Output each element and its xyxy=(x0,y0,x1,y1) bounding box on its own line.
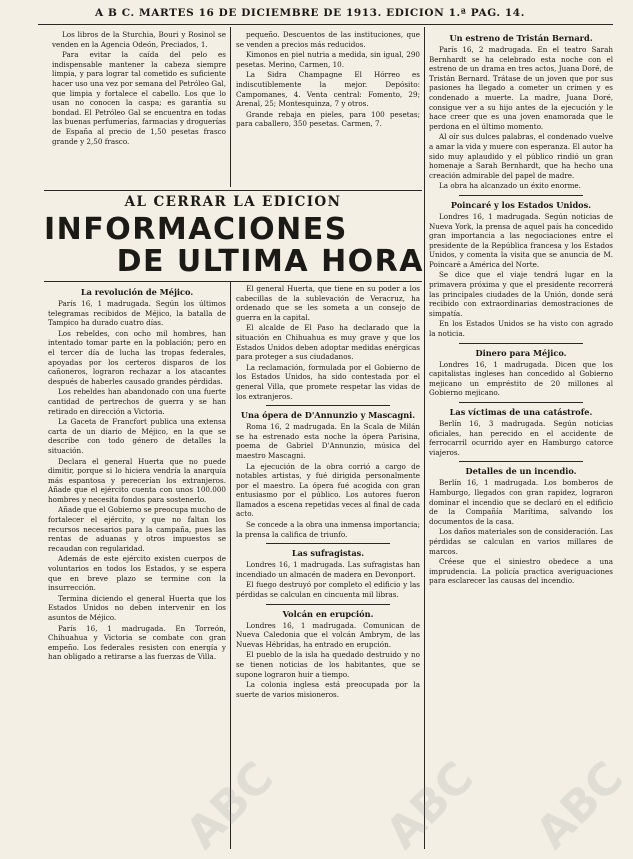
column-rule-bottom-middle xyxy=(230,282,231,849)
article-paragraph: Los daños materiales son de consideración. Las pérdidas se calculan en varios millares de marcos. xyxy=(429,527,613,556)
ad-paragraph: Kimonos en piel nutria a medida, sin igual, 290 pesetas. Merino, Carmen, 10. xyxy=(236,50,420,69)
article-paragraph: Añade que el Gobierno se preocupa mucho de fortalecer el ejército, y que no faltan los recursos necesarios para la campaña, pues las rentas de aduanas y otros impuestos se recaudan con regularidad. xyxy=(48,505,226,553)
banner-rule-top xyxy=(44,190,422,191)
article-paragraph: La colonia inglesa está preocupada por la suerte de varios misioneros. xyxy=(236,680,420,699)
article-paragraph: Londres 16, 1 madrugada. Dicen que los capitalistas ingleses han concedido al Gobierno mejicano un empréstito de 20 millones al Gobierno mejicano. xyxy=(429,359,613,398)
page-header: A B C. MARTES 16 DE DICIEMBRE DE 1913. EDICION 1.ª PAG. 14. xyxy=(95,7,525,19)
article-paragraph: El fuego destruyó por completo el edificio y las pérdidas se calculan en cincuenta mil libras. xyxy=(236,580,420,600)
article-paragraph: Berlín 16, 3 madrugada. Según noticias oficiales, han perecido en el accidente de ferrocarril ocurrido ayer en Hamburgo catorce viajeros. xyxy=(429,419,613,457)
article-separator xyxy=(266,604,390,605)
article-heading: Poincaré y los Estados Unidos. xyxy=(450,199,592,210)
ad-paragraph: Para evitar la caída del pelo es indispensable mantener la cabeza siempre limpia, y para lograr tal cometido es suficiente hacer uso una vez por semana del Petróleo Gal, que limpia y fortalece el cabello. Los que lo usan no conocen la caspa; es garantía su bondad. El Petróleo Gal se encuentra en todas las buenas perfumerías, farmacias y droguerías de España al precio de 1,50 pesetas frasco grande y 2,50 frasco. xyxy=(52,50,226,146)
article-paragraph: Además de este ejército existen cuerpos de voluntarios en todos los Estados, y se espera que en breve plazo se termine con la insurrección. xyxy=(48,554,226,593)
watermark-mark: ABC xyxy=(376,752,484,859)
article-paragraph: Los rebeldes, con ocho mil hombres, han intentado tomar parte en la población; pero en el tercer día de lucha las tropas federales, apoyadas por los certeros disparos de los cañoneros, lograron rechazar a los atacantes después de haberles causado grandes pérdidas. xyxy=(48,328,226,386)
column-top-middle xyxy=(236,30,420,186)
article-paragraph: La reclamación, formulada por el Gobierno de los Estados Unidos, ha sido contestada por el general Villa, que promete respetar las vidas de los extranjeros. xyxy=(236,362,420,401)
article-heading: Un estreno de Tristán Bernard. xyxy=(449,33,593,43)
article-heading: Las sufragistas. xyxy=(291,548,365,559)
article-separator xyxy=(459,343,583,344)
article-separator xyxy=(459,402,583,403)
article-heading: Volcán en erupción. xyxy=(282,608,374,619)
article-paragraph: París 16, 1 madrugada. En Torreón, Chihuahua y Victoria se combate con gran empeño. Los federales resisten con energía y han obligado a retirarse a las fuerzas de Villa. xyxy=(48,623,226,662)
article-heading: Detalles de un incendio. xyxy=(465,466,577,477)
article-paragraph: El alcalde de El Paso ha declarado que la situación en Chihuahua es muy grave y que los Estados Unidos deben adoptar medidas enérgicas para proteger a sus ciudadanos. xyxy=(236,323,420,362)
article-separator xyxy=(266,543,390,544)
article-paragraph: La ejecución de la obra corrió a cargo de notables artistas, y fué dirigida personalmente por el maestro. La ópera fué acogida con gran entusiasmo por el público. Los autores fueron llamados a escena repetidas veces al final de cada acto. xyxy=(236,461,420,519)
column-right xyxy=(429,30,613,846)
column-top-left xyxy=(52,30,226,186)
column-bottom-left xyxy=(48,284,226,846)
article-paragraph: Los rebeldes han abandonado con una fuerte cantidad de pertrechos de guerra y se han retirado en dirección a Victoria. xyxy=(48,387,226,416)
article-paragraph: El general Huerta, que tiene en su poder a los cabecillas de la sublevación de Veracruz, ha ordenado que se les someta a un consejo de guerra en la capital. xyxy=(236,284,420,322)
ad-paragraph: Grande rebaja en pieles, para 100 pesetas; para caballero, 350 pesetas. Carmen, 7. xyxy=(236,109,420,129)
article-separator xyxy=(459,461,583,462)
article-paragraph: París 16, 1 madrugada. Según los últimos telegramas recibidos de Méjico, la batalla de Tampico ha durado cuatro días. xyxy=(48,299,226,328)
article-paragraph: Créese que el siniestro obedece a una imprudencia. La policía practica averiguaciones para esclarecer las causas del incendio. xyxy=(429,557,613,586)
article-paragraph: Se dice que el viaje tendrá lugar en la primavera próxima y que el presidente recorrerá las principales ciudades de la Unión, donde será recibido con extraordinarias demostraciones de simpatía. xyxy=(429,270,613,318)
article-paragraph: Termina diciendo el general Huerta que los Estados Unidos no deben intervenir en los asuntos de Méjico. xyxy=(48,593,226,622)
banner-line-2: DE ULTIMA HORA xyxy=(116,244,424,279)
article-paragraph: Se concede a la obra una inmensa importancia; la prensa la califica de triunfo. xyxy=(236,520,420,539)
banner-subtitle: AL CERRAR LA EDICION xyxy=(124,194,342,210)
article-paragraph: París 16, 2 madrugada. En el teatro Sarah Bernhardt se ha celebrado esta noche con el estreno de un drama en tres actos, Juana Doré, de Tristán Bernard. Trátase de un joven que por sus pasiones ha llegado a cometer un crimen y es condenado a muerte. La madre, Juana Doré, consigue ver a su hijo antes de la ejecución y le hace creer que es una joven enamorada que le perdona en el último momento. xyxy=(429,45,613,131)
watermark-mark: ABC xyxy=(176,752,284,859)
column-rule-right xyxy=(424,27,425,849)
article-paragraph: Al oír sus dulces palabras, el condenado vuelve a amar la vida y muere con esperanza. El autor ha sido muy aplaudido y el público rindió un gran homenaje a Sarah Bernhardt, que ha hecho una creación admirable del papel de madre. xyxy=(429,132,613,180)
article-paragraph: La obra ha alcanzado un éxito enorme. xyxy=(439,181,581,191)
article-separator xyxy=(459,195,583,196)
article-paragraph: Londres 16, 1 madrugada. Según noticias de Nueva York, la prensa de aquel país ha concedido gran importancia a las negociaciones entre el presidente de la República francesa y los Estados Unidos, y comenta la visita que se anuncia de M. Poincaré a América del Norte. xyxy=(429,211,613,269)
header-rule xyxy=(38,24,613,25)
banner-line-1: INFORMACIONES xyxy=(44,212,348,247)
article-heading: La revolución de Méjico. xyxy=(80,287,194,297)
article-heading: Dinero para Méjico. xyxy=(475,347,567,358)
watermark-mark: ABC xyxy=(526,752,633,859)
article-paragraph: El pueblo de la isla ha quedado destruido y no se tienen noticias de los habitantes, que se supone lograron huir a tiempo. xyxy=(236,650,420,679)
column-bottom-middle xyxy=(236,284,420,846)
ad-paragraph: pequeño. Descuentos de las instituciones, que se venden a precios más reducidos. xyxy=(236,30,420,49)
banner-rule-bottom xyxy=(44,281,422,282)
article-heading: Las víctimas de una catástrofe. xyxy=(449,407,593,417)
banner-headline xyxy=(44,214,424,278)
article-separator xyxy=(266,405,390,406)
ad-paragraph: La Sidra Champagne El Hórreo es indiscutiblemente la mejor. Depósito: Campomanes, 4. Venta central: Fomento, 29; Arenal, 25; Montesquinza, 7 y otros. xyxy=(236,70,420,109)
article-paragraph: Berlín 16, 1 madrugada. Los bomberos de Hamburgo, llegados con gran rapidez, lograron dominar el incendio que se declaró en el edificio de la Compañía Marítima, salvando los documentos de la casa. xyxy=(429,478,613,526)
article-paragraph: Declara el general Huerta que no puede dimitir, porque si lo hiciera vendría la anarquía más espantosa y perecerían los extranjeros. Añade que el ejército cuenta con unos 100.000 hombres y necesita fondos para sostenerlo. xyxy=(48,456,226,504)
article-paragraph: En los Estados Unidos se ha visto con agrado la noticia. xyxy=(429,319,613,339)
article-paragraph: Roma 16, 2 madrugada. En la Scala de Milán se ha estrenado esta noche la ópera Parisina, poema de Gabriel D'Annunzio, música del maestro Mascagni. xyxy=(236,422,420,460)
article-paragraph: La Gaceta de Francfort publica una extensa carta de un diario de Méjico, en la que se describe con todo género de detalles la situación. xyxy=(48,417,226,455)
article-heading: Una ópera de D'Annunzio y Mascagni. xyxy=(240,410,416,421)
column-rule-top-middle xyxy=(230,27,231,187)
article-paragraph: Londres 16, 1 madrugada. Las sufragistas han incendiado un almacén de madera en Devonport. xyxy=(236,560,420,579)
ad-paragraph: Los libros de la Sturchia, Bouri y Rosinol se venden en la Agencia Odeón, Preciados, 1. xyxy=(52,30,226,49)
article-paragraph: Londres 16, 1 madrugada. Comunican de Nueva Caledonia que el volcán Ambrym, de las Nuevas Hébridas, ha entrado en erupción. xyxy=(236,620,420,649)
